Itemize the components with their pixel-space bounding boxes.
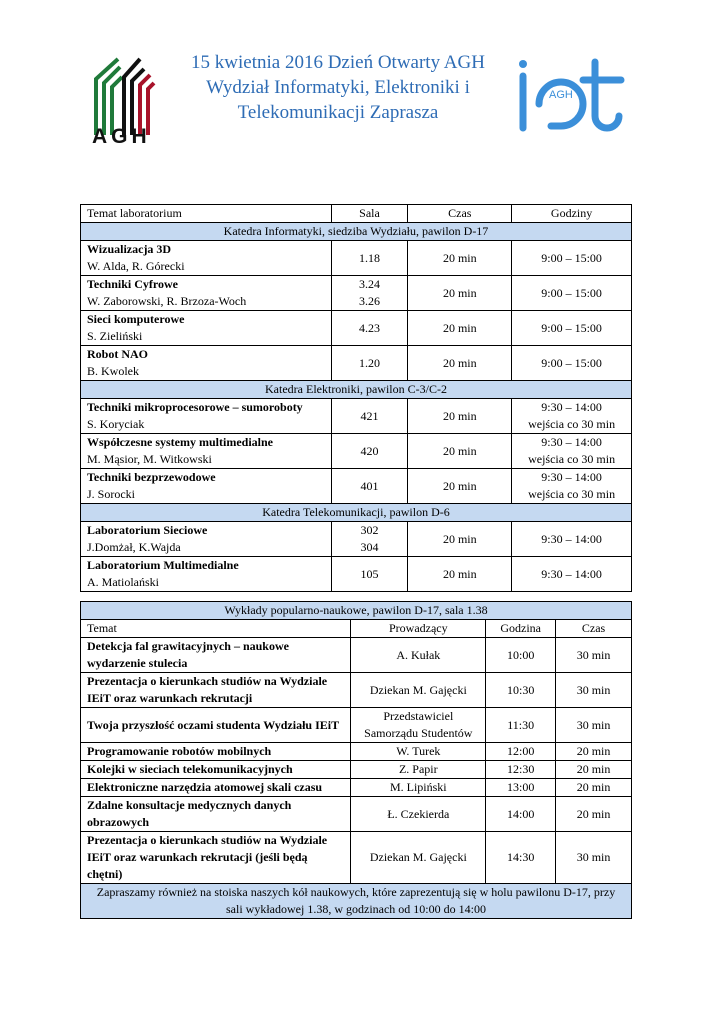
column-header: Godzina xyxy=(486,620,556,638)
table-row xyxy=(81,276,632,311)
lecture-lecturer: W. Turek xyxy=(351,743,486,761)
lecture-lecturer: Z. Papir xyxy=(351,761,486,779)
table-row xyxy=(81,743,632,761)
section-row xyxy=(81,223,632,241)
column-header: Godziny xyxy=(512,205,632,223)
table-row xyxy=(81,673,632,708)
lecture-duration: 20 min xyxy=(556,797,632,832)
lectures-title: Wykłady popularno-naukowe, pawilon D-17, sala 1.38 xyxy=(81,602,632,620)
table-row xyxy=(81,779,632,797)
lecture-duration: 30 min xyxy=(556,673,632,708)
lecture-lecturer: Dziekan M. Gajęcki xyxy=(351,673,486,708)
table-row xyxy=(81,311,632,346)
lab-hours: 9:30 – 14:00 wejścia co 30 min xyxy=(512,399,632,434)
lab-hours: 9:30 – 14:00 xyxy=(512,522,632,557)
lab-hours: 9:00 – 15:00 xyxy=(512,346,632,381)
labs-header-row xyxy=(81,205,632,223)
lecture-duration: 30 min xyxy=(556,832,632,884)
lectures-header-row xyxy=(81,620,632,638)
lab-time: 20 min xyxy=(408,311,512,346)
lab-people: A. Matiolański xyxy=(87,575,159,589)
section-title: Katedra Informatyki, siedziba Wydziału, pawilon D-17 xyxy=(81,223,632,241)
table-row xyxy=(81,761,632,779)
lecture-topic: Elektroniczne narzędzia atomowej skali czasu xyxy=(81,779,351,797)
table-row xyxy=(81,522,632,557)
lab-people: W. Zaborowski, R. Brzoza-Woch xyxy=(87,294,247,308)
lab-topic: Techniki Cyfrowe xyxy=(87,277,179,291)
lab-topic-cell xyxy=(81,434,332,469)
lab-people: B. Kwolek xyxy=(87,364,139,378)
lab-topic-cell xyxy=(81,276,332,311)
lab-room: 420 xyxy=(331,434,408,469)
lab-topic: Sieci komputerowe xyxy=(87,312,185,326)
lab-people: J.Domżał, K.Wajda xyxy=(87,540,181,554)
lab-room: 105 xyxy=(331,557,408,592)
lab-time: 20 min xyxy=(408,522,512,557)
title-line: Wydział Informatyki, Elektroniki i xyxy=(206,77,470,98)
lab-hours: 9:30 – 14:00 wejścia co 30 min xyxy=(512,469,632,504)
lab-time: 20 min xyxy=(408,276,512,311)
lab-room: 1.20 xyxy=(331,346,408,381)
labs-table xyxy=(80,204,632,592)
lab-hours: 9:00 – 15:00 xyxy=(512,241,632,276)
lecture-topic: Kolejki w sieciach telekomunikacyjnych xyxy=(81,761,351,779)
lab-time: 20 min xyxy=(408,399,512,434)
lecture-topic: Twoja przyszłość oczami studenta Wydziału IEiT xyxy=(81,708,351,743)
lecture-duration: 20 min xyxy=(556,779,632,797)
table-row xyxy=(81,797,632,832)
page-title xyxy=(150,50,526,125)
section-title: Katedra Telekomunikacji, pawilon D-6 xyxy=(81,504,632,522)
lab-topic-cell xyxy=(81,522,332,557)
lab-people: W. Alda, R. Górecki xyxy=(87,259,185,273)
lab-topic: Wizualizacja 3D xyxy=(87,242,172,256)
lab-topic-cell xyxy=(81,399,332,434)
lecture-duration: 30 min xyxy=(556,638,632,673)
lab-hours: 9:00 – 15:00 xyxy=(512,276,632,311)
lab-people: M. Mąsior, M. Witkowski xyxy=(87,452,212,466)
lecture-topic: Prezentacja o kierunkach studiów na Wydziale IEiT oraz warunkach rekrutacji (jeśli będą chętni) xyxy=(81,832,351,884)
lab-topic-cell xyxy=(81,346,332,381)
column-header: Czas xyxy=(408,205,512,223)
iet-logo-text: AGH xyxy=(549,89,573,101)
lab-room: 3.24 3.26 xyxy=(331,276,408,311)
lectures-footer: Zapraszamy również na stoiska naszych kół naukowych, które zaprezentują się w holu pawilonu D-17, przy sali wykładowej 1.38, w godzinach od 10:00 do 14:00 xyxy=(81,884,632,919)
lab-time: 20 min xyxy=(408,469,512,504)
lecture-hour: 12:00 xyxy=(486,743,556,761)
lab-topic: Laboratorium Sieciowe xyxy=(87,523,208,537)
lecture-duration: 20 min xyxy=(556,761,632,779)
column-header: Temat laboratorium xyxy=(81,205,332,223)
lab-hours: 9:30 – 14:00 xyxy=(512,557,632,592)
table-row xyxy=(81,241,632,276)
table-row xyxy=(81,469,632,504)
lab-people: S. Koryciak xyxy=(87,417,145,431)
lecture-topic: Programowanie robotów mobilnych xyxy=(81,743,351,761)
lecture-lecturer: Przedstawiciel Samorządu Studentów xyxy=(351,708,486,743)
lab-topic-cell xyxy=(81,557,332,592)
lab-topic: Techniki bezprzewodowe xyxy=(87,470,216,484)
lab-room: 302 304 xyxy=(331,522,408,557)
column-header: Prowadzący xyxy=(351,620,486,638)
lab-topic-cell xyxy=(81,469,332,504)
column-header: Sala xyxy=(331,205,408,223)
lectures-footer-row xyxy=(81,884,632,919)
lab-hours: 9:30 – 14:00 wejścia co 30 min xyxy=(512,434,632,469)
lecture-topic: Zdalne konsultacje medycznych danych obrazowych xyxy=(81,797,351,832)
column-header: Temat xyxy=(81,620,351,638)
lectures-title-row xyxy=(81,602,632,620)
column-header: Czas xyxy=(556,620,632,638)
lab-time: 20 min xyxy=(408,241,512,276)
section-title: Katedra Elektroniki, pawilon C-3/C-2 xyxy=(81,381,632,399)
lecture-duration: 30 min xyxy=(556,708,632,743)
lab-topic: Robot NAO xyxy=(87,347,149,361)
table-row xyxy=(81,832,632,884)
lab-topic: Współczesne systemy multimedialne xyxy=(87,435,273,449)
table-row xyxy=(81,708,632,743)
lab-topic-cell xyxy=(81,311,332,346)
lecture-hour: 13:00 xyxy=(486,779,556,797)
agh-logo-text: AGH xyxy=(92,125,151,148)
lab-room: 421 xyxy=(331,399,408,434)
lab-time: 20 min xyxy=(408,434,512,469)
lab-room: 1.18 xyxy=(331,241,408,276)
lab-topic: Techniki mikroprocesorowe – sumoroboty xyxy=(87,400,303,414)
lecture-lecturer: Ł. Czekierda xyxy=(351,797,486,832)
lecture-lecturer: Dziekan M. Gajęcki xyxy=(351,832,486,884)
table-row xyxy=(81,557,632,592)
lab-people: J. Sorocki xyxy=(87,487,135,501)
section-row xyxy=(81,504,632,522)
lecture-hour: 11:30 xyxy=(486,708,556,743)
lecture-hour: 12:30 xyxy=(486,761,556,779)
lab-room: 4.23 xyxy=(331,311,408,346)
lecture-duration: 20 min xyxy=(556,743,632,761)
lecture-hour: 14:30 xyxy=(486,832,556,884)
section-row xyxy=(81,381,632,399)
lecture-topic: Prezentacja o kierunkach studiów na Wydziale IEiT oraz warunkach rekrutacji xyxy=(81,673,351,708)
title-line: 15 kwietnia 2016 Dzień Otwarty AGH xyxy=(191,52,485,73)
table-row xyxy=(81,638,632,673)
title-line: Telekomunikacji Zaprasza xyxy=(237,102,439,123)
lectures-table xyxy=(80,601,632,919)
table-row xyxy=(81,399,632,434)
lecture-hour: 10:00 xyxy=(486,638,556,673)
lab-time: 20 min xyxy=(408,346,512,381)
lecture-topic: Detekcja fal grawitacyjnych – naukowe wydarzenie stulecia xyxy=(81,638,351,673)
lecture-hour: 10:30 xyxy=(486,673,556,708)
lecture-lecturer: A. Kułak xyxy=(351,638,486,673)
lab-people: S. Zieliński xyxy=(87,329,143,343)
lecture-hour: 14:00 xyxy=(486,797,556,832)
lab-topic-cell xyxy=(81,241,332,276)
table-row xyxy=(81,434,632,469)
lecture-lecturer: M. Lipiński xyxy=(351,779,486,797)
lab-topic: Laboratorium Multimedialne xyxy=(87,558,239,572)
lab-hours: 9:00 – 15:00 xyxy=(512,311,632,346)
table-row xyxy=(81,346,632,381)
iet-logo xyxy=(515,58,627,132)
lab-room: 401 xyxy=(331,469,408,504)
lab-time: 20 min xyxy=(408,557,512,592)
